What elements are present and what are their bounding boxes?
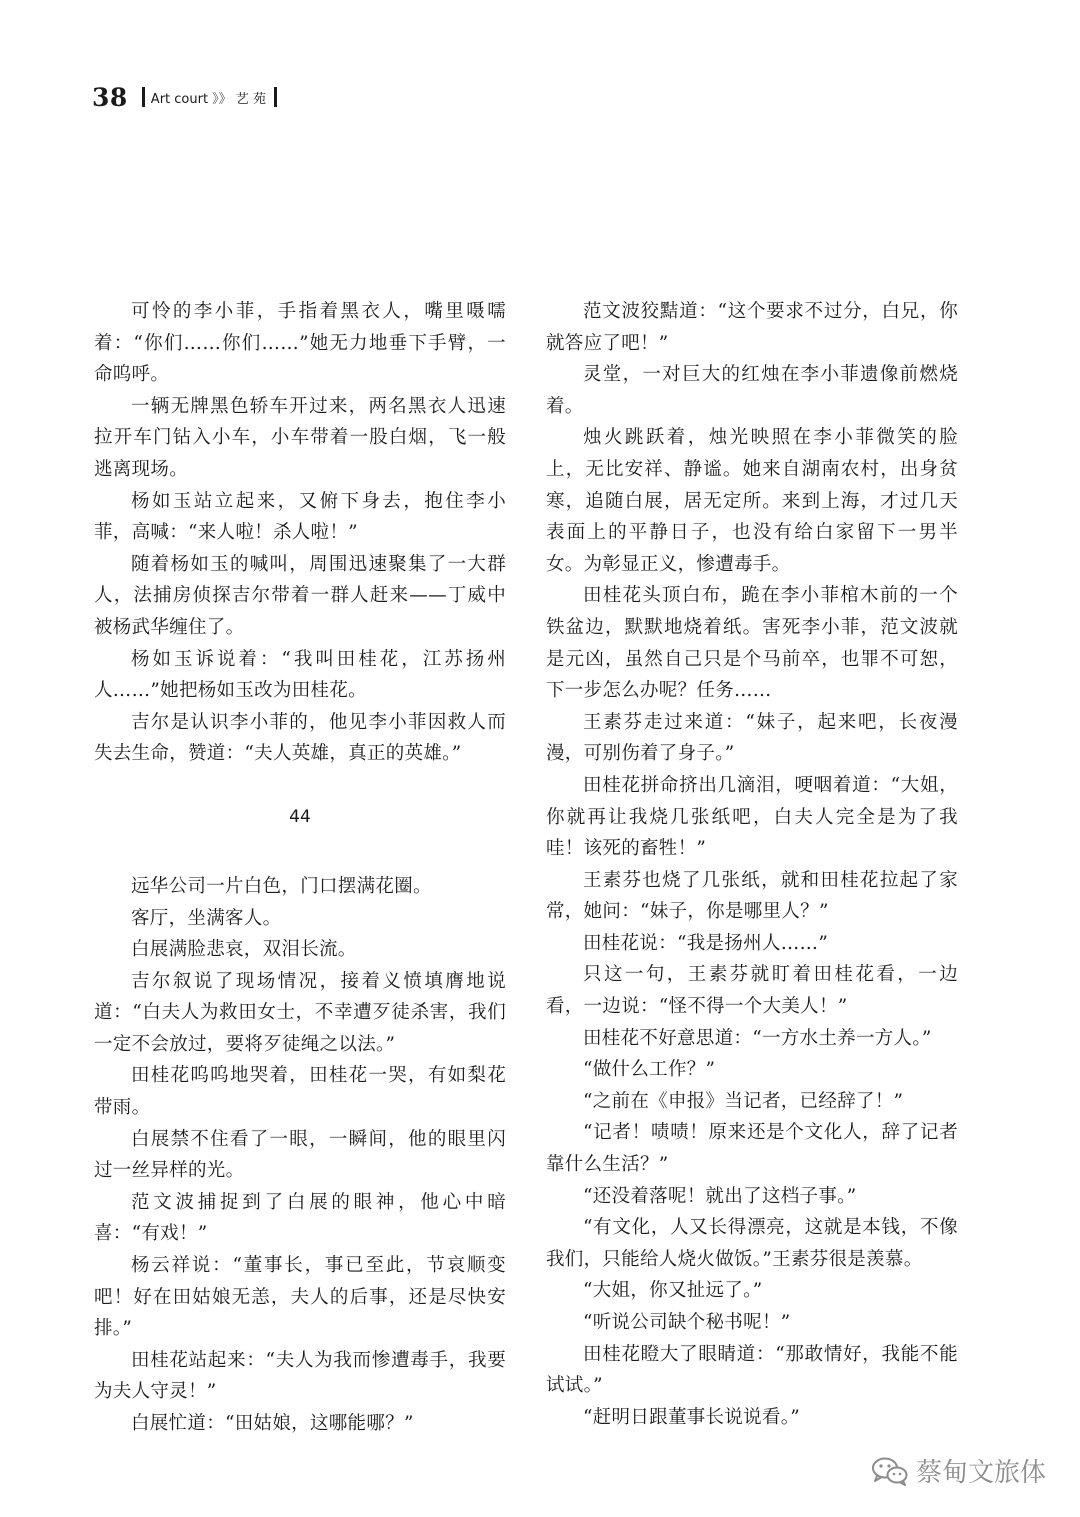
paragraph: 一辆无牌黑色轿车开过来，两名黑衣人迅速拉开车门钻入小车，小车带着一股白烟，飞一般逃离现场。 bbox=[94, 395, 506, 480]
page-header bbox=[92, 82, 277, 112]
paragraph: “有文化，人又长得漂亮，这就是本钱，不像我们，只能给人烧火做饭。”王素芬很是羡慕。 bbox=[546, 1217, 958, 1270]
header-divider-end bbox=[274, 87, 277, 107]
wechat-icon bbox=[870, 1456, 910, 1486]
chapter-number: 44 bbox=[289, 806, 311, 827]
paragraph: 灵堂，一对巨大的红烛在李小菲遗像前燃烧着。 bbox=[546, 364, 958, 417]
paragraph: 烛火跳跃着，烛光映照在李小菲微笑的脸上，无比安祥、静谧。她来自湖南农村，出身贫寒，追随白展，居无定所。来到上海，才过几天表面上的平静日子，也没有给白家留下一男半女。为彰显正义，惨遭毒手。 bbox=[546, 427, 958, 575]
watermark bbox=[870, 1452, 1046, 1489]
paragraph: “大姐，你又扯远了。” bbox=[583, 1280, 763, 1302]
right-column bbox=[546, 296, 958, 1433]
paragraph: 随着杨如玉的喊叫，周围迅速聚集了一大群人，法捕房侦探吉尔带着一群人赶来——丁威中被杨武华缠住了。 bbox=[94, 553, 506, 638]
paragraph: 田桂花头顶白布，跪在李小菲棺木前的一个铁盆边，默默地烧着纸。害死李小菲，范文波就是元凶，虽然自己只是个马前卒，也罪不可恕，下一步怎么办呢？任务…… bbox=[546, 585, 958, 702]
paragraph: “之前在《申报》当记者，已经辞了！” bbox=[583, 1090, 904, 1112]
paragraph: 杨如玉诉说着：“我叫田桂花，江苏扬州人……”她把杨如玉改为田桂花。 bbox=[94, 648, 506, 702]
paragraph: 田桂花不好意思道：“一方水土养一方人。” bbox=[583, 1027, 932, 1049]
paragraph: 可怜的李小菲，手指着黑衣人，嘴里嗫嚅着：“你们……你们……”她无力地垂下手臂，一命呜呼。 bbox=[94, 301, 506, 386]
paragraph: “听说公司缺个秘书呢！” bbox=[583, 1312, 791, 1333]
section-label: Art court 》》 艺 苑 bbox=[150, 91, 266, 107]
paragraph: 吉尔叙说了现场情况，接着义愤填膺地说道：“白夫人为救田女士，不幸遭歹徒杀害，我们一定不会放过，要将歹徒绳之以法。” bbox=[94, 970, 506, 1055]
paragraph: 杨云祥说：“董事长，事已至此，节哀顺变吧！好在田姑娘无恙，夫人的后事，还是尽快安排。” bbox=[94, 1255, 506, 1340]
page-number: 38 bbox=[92, 82, 128, 112]
paragraph: “做什么工作？” bbox=[583, 1059, 716, 1081]
left-column bbox=[94, 296, 506, 1440]
paragraph: 白展禁不住看了一眼，一瞬间，他的眼里闪过一丝异样的光。 bbox=[94, 1128, 506, 1182]
watermark-text: 蔡甸文旅体 bbox=[915, 1458, 1046, 1488]
paragraph: 田桂花站起来：“夫人为我而惨遭毒手，我要为夫人守灵！” bbox=[94, 1349, 506, 1403]
header-divider bbox=[142, 87, 145, 107]
paragraph: 田桂花拼命挤出几滴泪，哽咽着道：“大姐，你就再让我烧几张纸吧，白夫人完全是为了我哇！该死的畜牲！” bbox=[546, 774, 958, 860]
paragraph: 范文波捕捉到了白展的眼神，他心中暗喜：“有戏！” bbox=[94, 1191, 506, 1245]
paragraph: “赶明日跟董事长说说看。” bbox=[583, 1406, 801, 1428]
paragraph: 王素芬也烧了几张纸，就和田桂花拉起了家常，她问：“妹子，你是哪里人？” bbox=[546, 869, 958, 923]
paragraph: “记者！啧啧！原来还是个文化人，辞了记者靠什么生活？” bbox=[546, 1122, 958, 1176]
paragraph: 白展满脸悲哀，双泪长流。 bbox=[131, 939, 357, 961]
paragraph: 田桂花说：“我是扬州人……” bbox=[583, 932, 829, 954]
paragraph: 远华公司一片白色，门口摆满花圈。 bbox=[131, 875, 432, 897]
paragraph: 吉尔是认识李小菲的，他见李小菲因救人而失去生命，赞道：“夫人英雄，真正的英雄。” bbox=[94, 711, 506, 765]
paragraph: 田桂花呜呜地哭着，田桂花一哭，有如梨花带雨。 bbox=[94, 1065, 506, 1119]
paragraph: 白展忙道：“田姑娘，这哪能哪？” bbox=[131, 1413, 414, 1434]
paragraph: 杨如玉站立起来，又俯下身去，抱住李小菲，高喊：“来人啦！杀人啦！” bbox=[94, 490, 506, 544]
paragraph: 只这一句，王素芬就盯着田桂花看，一边看，一边说：“怪不得一个大美人！” bbox=[546, 964, 958, 1018]
paragraph: 田桂花瞪大了眼睛道：“那敢情好，我能不能试试。” bbox=[546, 1343, 958, 1397]
paragraph: “还没着落呢！就出了这档子事。” bbox=[583, 1185, 857, 1207]
paragraph: 王素芬走过来道：“妹子，起来吧，长夜漫漫，可别伤着了身子。” bbox=[546, 711, 958, 765]
paragraph: 客厅，坐满客人。 bbox=[131, 907, 282, 929]
paragraph: 范文波狡黠道：“这个要求不过分，白兄，你就答应了吧！” bbox=[546, 301, 958, 354]
